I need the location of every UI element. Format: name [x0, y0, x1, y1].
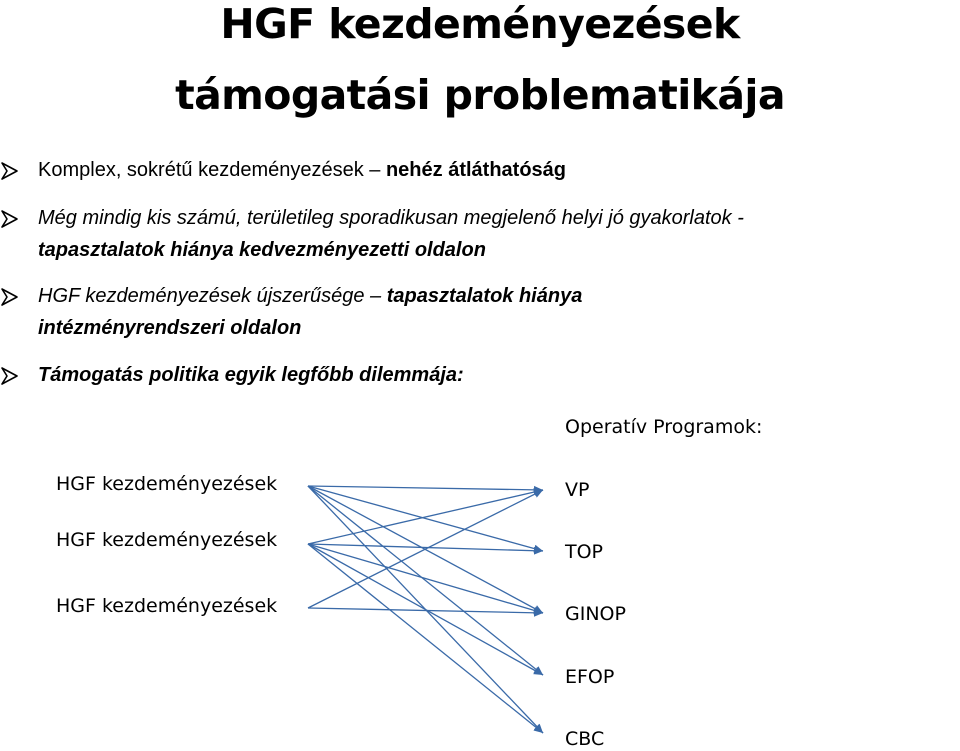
bullet-text: nehéz átláthatóság: [385, 159, 566, 181]
left-item: HGF kezdeményezések: [56, 595, 278, 617]
bullet-text: intézményrendszeri oldalon: [38, 317, 302, 339]
bullet-text: tapasztalatok hiánya kedvezményezetti oldalon: [38, 239, 486, 261]
connection-arrow: [308, 490, 543, 544]
right-header: Operatív Programok:: [565, 416, 763, 438]
connection-arrow: [308, 486, 543, 490]
bullet-text: Még mindig kis számú, területileg sporadikusan megjelenő helyi jó gyakorlatok -: [38, 207, 744, 229]
right-item: VP: [565, 479, 590, 501]
right-item: GINOP: [565, 603, 626, 625]
connection-arrow: [308, 486, 543, 675]
right-item: TOP: [565, 541, 604, 563]
bullet-text: HGF kezdeményezések újszerűsége –: [38, 285, 387, 307]
right-item: EFOP: [565, 666, 615, 688]
bullet-text: Komplex, sokrétű kezdeményezések –: [38, 159, 386, 181]
bullet-text: tapasztalatok hiánya: [386, 285, 583, 307]
right-item: CBC: [565, 728, 605, 750]
title-line-1: HGF kezdeményezések: [220, 0, 740, 48]
connection-arrow: [308, 544, 543, 613]
connection-arrow: [308, 486, 543, 551]
title-line-2: támogatási problematikája: [175, 71, 785, 119]
connection-arrow: [308, 544, 543, 733]
bullet-text: Támogatás politika egyik legfőbb dilemmája:: [38, 364, 464, 386]
connection-arrow: [308, 544, 543, 675]
left-item: HGF kezdeményezések: [56, 473, 278, 495]
left-item: HGF kezdeményezések: [56, 529, 278, 551]
connection-arrow: [308, 490, 543, 608]
